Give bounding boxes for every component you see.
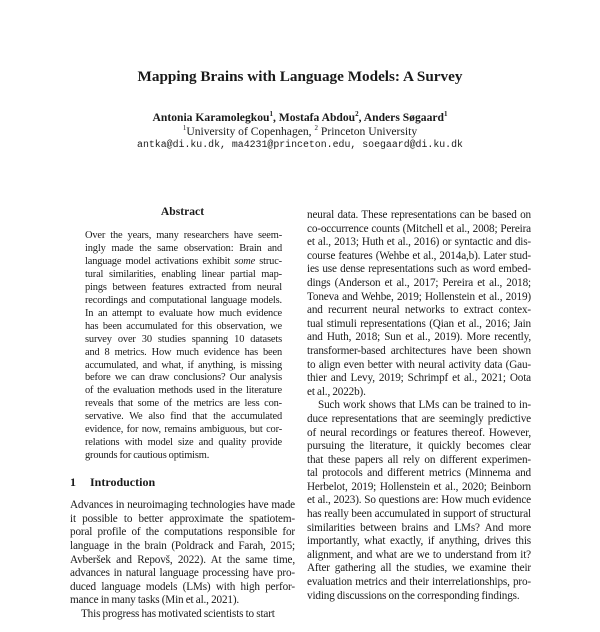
text-line: evidence, for now, remains ambiguous, but cor- bbox=[85, 424, 282, 436]
abstract-heading: Abstract bbox=[160, 205, 205, 218]
introduction-right-column bbox=[307, 209, 531, 613]
affiliation-mark: 1 bbox=[182, 124, 187, 132]
author-name: Anders Søgaard bbox=[363, 111, 444, 124]
text-line: reveals that some of the metrics are less con- bbox=[85, 398, 282, 410]
text-line: and recurrent neural networks to extract contex- bbox=[307, 304, 531, 317]
text-line: accumulated, and what, if anything, is missing bbox=[85, 359, 282, 371]
text-line: has been accumulated for this observation, we bbox=[85, 320, 282, 332]
text-line: of neural recordings or features thereof. However, bbox=[307, 426, 531, 439]
text-line: Toneva and Wehbe, 2019; Hollenstein et al., 2019) bbox=[307, 290, 531, 303]
affiliation: Princeton University bbox=[317, 125, 418, 138]
text-line: Such work shows that LMs can be trained to in- bbox=[318, 399, 531, 412]
text-line: of the evaluation methods used in the literature bbox=[85, 385, 282, 397]
text-line: and Huth, 2018; Sun et al., 2019). More recently, bbox=[307, 331, 531, 344]
text-line: survey over 30 studies spanning 10 datasets bbox=[85, 333, 282, 345]
text-line: servative. We also find that the accumulated bbox=[85, 411, 282, 423]
affiliations bbox=[0, 125, 600, 138]
left-column bbox=[70, 205, 295, 632]
text-line: Herbelot, 2019; Hollenstein et al., 2020; Beinborn bbox=[307, 480, 531, 493]
text-line: has really been accumulated in support of structural bbox=[307, 508, 531, 521]
emphasis: some bbox=[234, 255, 256, 267]
section-number: 1 bbox=[70, 475, 76, 490]
text-line: relations with model size and quality provide bbox=[85, 437, 282, 449]
author-name: Mostafa Abdou bbox=[278, 111, 356, 124]
abstract-body bbox=[85, 230, 282, 463]
text-line: et al., 2013; Huth et al., 2016) or syntactic and dis- bbox=[307, 236, 531, 249]
text-line: course features (Wehbe et al., 2014a,b). Later stud- bbox=[307, 249, 531, 262]
text-line: recordings and computational language models. bbox=[85, 294, 282, 306]
text-line: et al., 2023). So questions are: How much evidence bbox=[307, 494, 531, 507]
affiliation-mark: 2 bbox=[314, 124, 318, 132]
text-line: duce representations that are seemingly predictive bbox=[307, 412, 531, 425]
author-emails: antka@di.ku.dk, ma4231@princeton.edu, soegaard@di.ku.dk bbox=[137, 139, 463, 150]
affiliation: University of Copenhagen, bbox=[186, 125, 315, 138]
author-affiliation-mark: 1 bbox=[269, 110, 273, 118]
text-fragment: struc- bbox=[255, 255, 282, 267]
text-line: alignment, and what are we to understand from it? bbox=[307, 548, 531, 561]
text-line: tal protocols and different metrics (Minnema and bbox=[307, 467, 531, 480]
paper-title: Mapping Brains with Language Models: A Survey bbox=[137, 68, 463, 85]
text-line: transformer-based architectures have been shown bbox=[307, 344, 531, 357]
text-line: co-occurrence counts (Mitchell et al., 2008; Pereira bbox=[307, 222, 531, 235]
text-line: thier and Levy, 2019; Schrimpf et al., 2021; Oota bbox=[307, 372, 531, 385]
text-line: language in the brain (Poldrack and Farah, 2015; bbox=[70, 539, 295, 552]
text-line: mance in many tasks (Min et al., 2021). bbox=[70, 594, 240, 607]
text-line: This progress has motivated scientists to start bbox=[81, 607, 275, 620]
introduction-left-column bbox=[70, 499, 295, 621]
text-line: to align even better with neural activity data (Gau- bbox=[307, 358, 531, 371]
text-line: pursuing the literature, it quickly becomes clear bbox=[307, 440, 531, 453]
text-line: In an attempt to evaluate how much evidence bbox=[85, 307, 282, 319]
text-fragment: language model activations exhibit bbox=[85, 255, 235, 267]
text-line: dings (Anderson et al., 2017; Pereira et al., 2018; bbox=[307, 276, 531, 289]
text-line: evaluation metrics and their interrelationships, pro- bbox=[307, 576, 531, 589]
section-title: Introduction bbox=[90, 475, 156, 490]
author-name: Antonia Karamolegkou bbox=[152, 111, 270, 124]
section-heading-introduction bbox=[70, 475, 295, 489]
author-affiliation-mark: 1 bbox=[443, 110, 448, 118]
author-affiliation-mark: 2 bbox=[355, 110, 359, 118]
text-line: neural data. These representations can be based on bbox=[307, 209, 531, 221]
text-line: importantly, what exactly, if anything, drives this bbox=[307, 535, 531, 548]
text-line: et al., 2022b). bbox=[307, 385, 366, 398]
text-line: tural similarities, enabling linear partial map- bbox=[85, 268, 282, 280]
text-line: advances in natural language processing have pro- bbox=[70, 567, 295, 580]
text-line: After gathering all the studies, we examine their bbox=[307, 562, 531, 575]
text-line: before we can draw conclusions? Our analysis bbox=[85, 372, 282, 384]
author-list: Antonia Karamolegkou$^1$, Mostafa Abdou$^2$, Anders Søgaard$^1$ bbox=[152, 110, 448, 124]
text-line: similarities between brains and LMs? And more bbox=[307, 521, 531, 534]
text-line: Avberšek and Repovš, 2022). At the same time, bbox=[70, 553, 295, 566]
text-line: and 8 metrics. How much evidence has been bbox=[85, 346, 282, 358]
text-line: ingly made the same observation: Brain and bbox=[85, 242, 282, 254]
text-line: Over the years, many researchers have seem- bbox=[85, 230, 282, 241]
text-line: viding discussions on the corresponding findings. bbox=[307, 589, 520, 602]
text-line: that these papers all rely on different experimen- bbox=[307, 453, 531, 466]
text-line: duced language models (LMs) with high perfor- bbox=[70, 580, 295, 593]
text-line bbox=[85, 256, 282, 269]
text-line: poral profile of the computations responsible for bbox=[70, 526, 295, 539]
text-line: grounds for cautious optimism. bbox=[85, 450, 210, 462]
text-line: it possible to better approximate the spatiotem- bbox=[70, 512, 295, 525]
text-line: tual stimuli representations (Qian et al., 2016; Jain bbox=[307, 317, 531, 330]
text-line: ies use dense representations such as word embed- bbox=[307, 263, 531, 276]
text-line: pings between features extracted from neural bbox=[85, 281, 282, 293]
text-line: Advances in neuroimaging technologies have made bbox=[70, 499, 295, 512]
